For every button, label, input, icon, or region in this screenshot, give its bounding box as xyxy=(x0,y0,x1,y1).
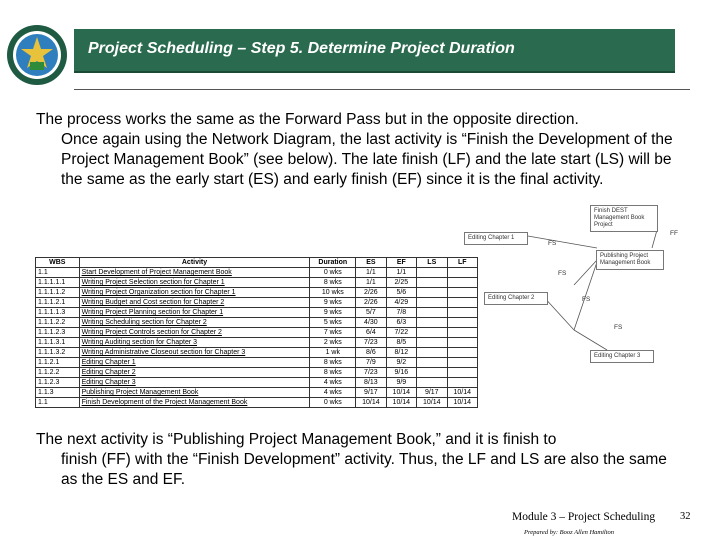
header-activity: Activity xyxy=(79,258,310,268)
cell-ls xyxy=(417,348,447,358)
cell-ls xyxy=(417,278,447,288)
cell-ef: 2/25 xyxy=(386,278,416,288)
cell-wbs: 1.1.2.1 xyxy=(36,358,80,368)
footer-prepared-by: Prepared by: Booz Allen Hamilton xyxy=(524,529,615,536)
table-row xyxy=(36,268,478,278)
cell-ef: 10/14 xyxy=(386,388,416,398)
doe-seal-logo xyxy=(6,24,68,86)
header-duration: Duration xyxy=(310,258,356,268)
cell-ls xyxy=(417,288,447,298)
cell-activity: Editing Chapter 1 xyxy=(79,358,310,368)
cell-ef: 10/14 xyxy=(386,398,416,408)
diagram-label: FS xyxy=(582,296,591,303)
cell-wbs: 1.1.3 xyxy=(36,388,80,398)
cell-ls xyxy=(417,338,447,348)
cell-duration: 9 wks xyxy=(310,298,356,308)
cell-es: 7/9 xyxy=(356,358,386,368)
header-bar xyxy=(74,29,675,73)
table-row xyxy=(36,368,478,378)
diagram-publishing-box: Publishing Project Management Book xyxy=(596,250,664,270)
cell-activity: Writing Scheduling section for Chapter 2 xyxy=(79,318,310,328)
cell-activity: Writing Project Selection section for Chapter 1 xyxy=(79,278,310,288)
cell-wbs: 1.1.1.1.3 xyxy=(36,308,80,318)
cell-ls xyxy=(417,328,447,338)
cell-es: 9/17 xyxy=(356,388,386,398)
cell-duration: 8 wks xyxy=(310,368,356,378)
cell-es: 1/1 xyxy=(356,268,386,278)
intro-paragraph xyxy=(36,110,686,190)
closing-paragraph-first-line: The next activity is “Publishing Project Management Book,” and it is finish to xyxy=(36,431,557,448)
cell-es: 8/6 xyxy=(356,348,386,358)
cell-wbs: 1.1.1.1.2 xyxy=(36,288,80,298)
header-ls: LS xyxy=(417,258,447,268)
cell-duration: 0 wks xyxy=(310,268,356,278)
cell-ls xyxy=(417,298,447,308)
schedule-table xyxy=(35,257,478,408)
cell-duration: 9 wks xyxy=(310,308,356,318)
cell-wbs: 1.1 xyxy=(36,398,80,408)
cell-ef: 7/8 xyxy=(386,308,416,318)
cell-ef: 7/22 xyxy=(386,328,416,338)
cell-ef: 9/2 xyxy=(386,358,416,368)
cell-wbs: 1.1.1.2.3 xyxy=(36,328,80,338)
cell-activity: Writing Project Planning section for Chapter 1 xyxy=(79,308,310,318)
diagram-label: FS xyxy=(548,240,557,247)
table-row xyxy=(36,398,478,408)
table-row xyxy=(36,308,478,318)
cell-ls: 10/14 xyxy=(417,398,447,408)
table-row xyxy=(36,278,478,288)
diagram-finish-box: Finish DEST Management Book Project xyxy=(590,205,658,232)
cell-ls xyxy=(417,308,447,318)
cell-duration: 0 wks xyxy=(310,398,356,408)
cell-ef: 6/3 xyxy=(386,318,416,328)
header-ef: EF xyxy=(386,258,416,268)
cell-wbs: 1.1.1.2.2 xyxy=(36,318,80,328)
page-number: 32 xyxy=(680,511,691,522)
diagram-label: FS xyxy=(558,270,567,277)
header-es: ES xyxy=(356,258,386,268)
cell-wbs: 1.1.1.3.2 xyxy=(36,348,80,358)
cell-ls xyxy=(417,368,447,378)
cell-ls xyxy=(417,268,447,278)
table-row xyxy=(36,328,478,338)
cell-ls xyxy=(417,378,447,388)
cell-ef: 8/5 xyxy=(386,338,416,348)
diagram-editing-ch2-box: Editing Chapter 2 xyxy=(484,292,548,305)
cell-lf: 10/14 xyxy=(447,388,478,398)
table-row xyxy=(36,288,478,298)
cell-es: 8/13 xyxy=(356,378,386,388)
cell-es: 10/14 xyxy=(356,398,386,408)
cell-duration: 8 wks xyxy=(310,278,356,288)
diagram-label: FS xyxy=(614,324,623,331)
cell-duration: 10 wks xyxy=(310,288,356,298)
cell-ls xyxy=(417,358,447,368)
cell-ef: 9/9 xyxy=(386,378,416,388)
cell-duration: 4 wks xyxy=(310,378,356,388)
cell-wbs: 1.1.1.1.1 xyxy=(36,278,80,288)
cell-duration: 8 wks xyxy=(310,358,356,368)
cell-ef: 9/16 xyxy=(386,368,416,378)
cell-ef: 1/1 xyxy=(386,268,416,278)
closing-paragraph xyxy=(36,430,686,490)
table-header-row xyxy=(36,258,478,268)
cell-wbs: 1.1.2.2 xyxy=(36,368,80,378)
intro-paragraph-rest: Once again using the Network Diagram, the last activity is “Finish the Development of the Project Management Book” (see below). The late finish (LF) and the late start (LS) will be the same as the early start (ES) and early finish (EF) since it is the final activity. xyxy=(61,131,673,188)
cell-es: 4/30 xyxy=(356,318,386,328)
table-row xyxy=(36,348,478,358)
cell-ef: 5/6 xyxy=(386,288,416,298)
cell-ls xyxy=(417,318,447,328)
cell-activity: Writing Project Organization section for Chapter 1 xyxy=(79,288,310,298)
cell-activity: Editing Chapter 3 xyxy=(79,378,310,388)
header-lf: LF xyxy=(447,258,478,268)
table-row xyxy=(36,338,478,348)
cell-wbs: 1.1.1.2.1 xyxy=(36,298,80,308)
cell-activity: Writing Auditing section for Chapter 3 xyxy=(79,338,310,348)
cell-es: 7/23 xyxy=(356,338,386,348)
cell-duration: 7 wks xyxy=(310,328,356,338)
diagram-editing-ch3-box: Editing Chapter 3 xyxy=(590,350,654,363)
cell-lf: 10/14 xyxy=(447,398,478,408)
table-row xyxy=(36,358,478,368)
cell-wbs: 1.1.1.3.1 xyxy=(36,338,80,348)
cell-activity: Editing Chapter 2 xyxy=(79,368,310,378)
cell-ls: 9/17 xyxy=(417,388,447,398)
intro-paragraph-first-line: The process works the same as the Forward Pass but in the opposite direction. xyxy=(36,111,579,128)
network-diagram xyxy=(462,200,682,380)
page-title: Project Scheduling – Step 5. Determine Project Duration xyxy=(88,40,515,57)
cell-duration: 4 wks xyxy=(310,388,356,398)
cell-es: 2/26 xyxy=(356,298,386,308)
cell-ef: 8/12 xyxy=(386,348,416,358)
cell-wbs: 1.1.2.3 xyxy=(36,378,80,388)
cell-activity: Finish Development of the Project Management Book xyxy=(79,398,310,408)
header-divider xyxy=(74,89,690,90)
cell-es: 5/7 xyxy=(356,308,386,318)
cell-es: 2/26 xyxy=(356,288,386,298)
cell-es: 1/1 xyxy=(356,278,386,288)
table-row xyxy=(36,318,478,328)
header-wbs: WBS xyxy=(36,258,80,268)
table-row xyxy=(36,378,478,388)
cell-es: 6/4 xyxy=(356,328,386,338)
closing-paragraph-rest: finish (FF) with the “Finish Development” activity. Thus, the LF and LS are also the same as the ES and EF. xyxy=(61,451,667,488)
diagram-editing-ch1-box: Editing Chapter 1 xyxy=(464,232,528,245)
cell-activity: Start Development of Project Management Book xyxy=(79,268,310,278)
cell-ef: 4/29 xyxy=(386,298,416,308)
cell-wbs: 1.1 xyxy=(36,268,80,278)
cell-duration: 2 wks xyxy=(310,338,356,348)
footer-module-label: Module 3 – Project Scheduling xyxy=(512,511,656,523)
cell-activity: Writing Project Controls section for Chapter 2 xyxy=(79,328,310,338)
table-row xyxy=(36,388,478,398)
cell-activity: Publishing Project Management Book xyxy=(79,388,310,398)
table-row xyxy=(36,298,478,308)
cell-activity: Writing Budget and Cost section for Chapter 2 xyxy=(79,298,310,308)
diagram-label: FF xyxy=(670,230,678,237)
cell-duration: 1 wk xyxy=(310,348,356,358)
cell-duration: 5 wks xyxy=(310,318,356,328)
cell-activity: Writing Administrative Closeout section for Chapter 3 xyxy=(79,348,310,358)
cell-es: 7/23 xyxy=(356,368,386,378)
